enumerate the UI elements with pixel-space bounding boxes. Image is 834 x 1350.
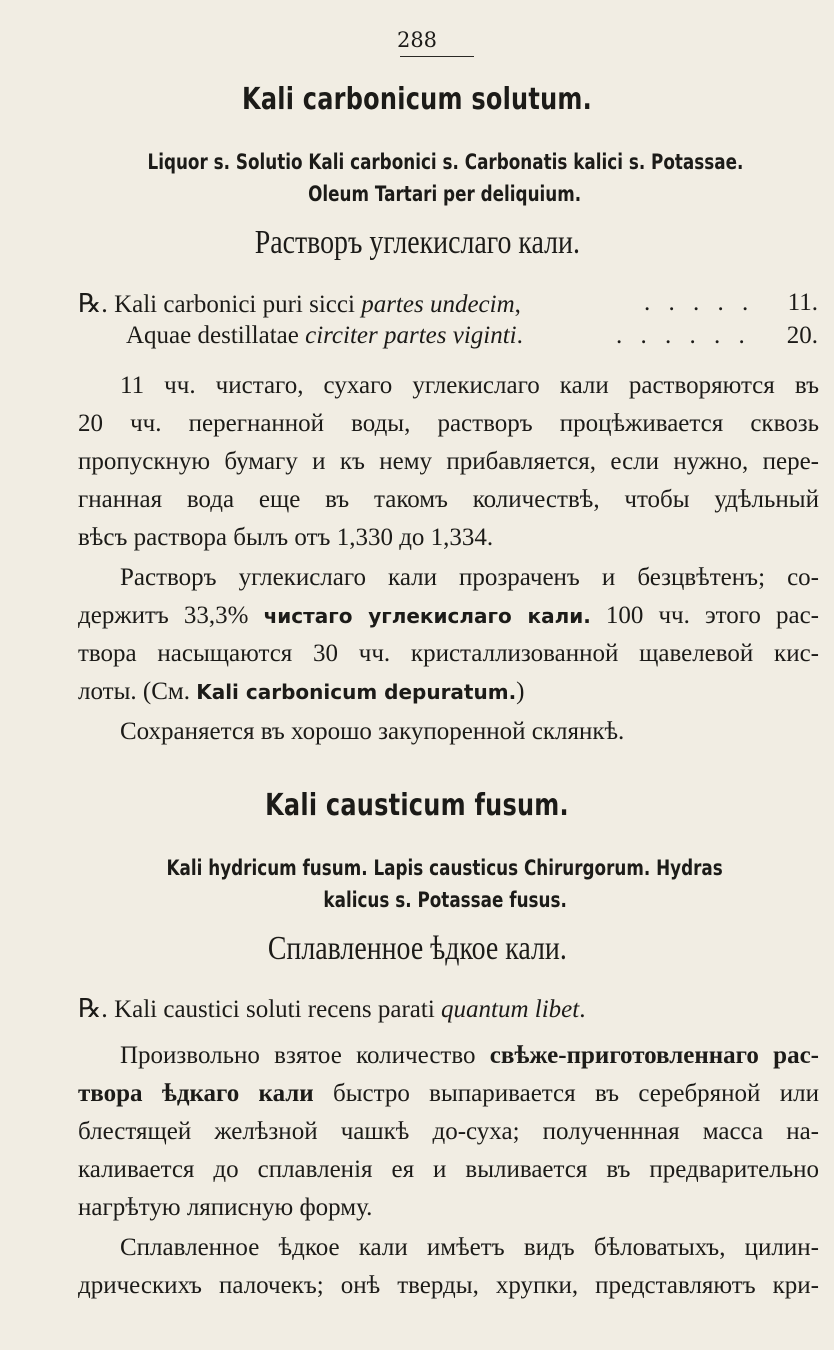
paragraph-line: блестящей желѣзной чашкѣ до-суха; полученнная масса на-: [78, 1118, 819, 1145]
recipe-line-2: [78, 322, 818, 356]
recipe-quantity: 20.: [786, 322, 818, 349]
paragraph-line: Растворъ углекислаго кали прозраченъ и безцвѣтенъ; со-: [120, 564, 819, 591]
section2-synonyms-line2: kalicus s. Potassae fusus.: [323, 888, 567, 912]
paragraph-line: вѣсъ раствора былъ отъ 1,330 до 1,334.: [78, 524, 494, 551]
recipe-ingredient: Kali caustici soluti recens parati: [114, 996, 442, 1023]
recipe-quantity: 11.: [787, 289, 818, 316]
cross-reference: Kali carbonicum depuratum.: [196, 680, 517, 704]
recipe-punct: .: [579, 996, 586, 1023]
paragraph-line: 20 чч. перегнанной воды, растворъ процѣживается сквозь: [78, 410, 819, 437]
paragraph-line: пропускную бумагу и къ нему прибавляется, если нужно, пере-: [78, 448, 819, 475]
recipe-line-1: [78, 289, 818, 323]
section1-title: Kali carbonicum solutum.: [241, 82, 593, 117]
recipe-line-3: [78, 994, 818, 1028]
page-number: 288: [396, 28, 438, 52]
recipe-punct: ,: [514, 291, 521, 318]
paragraph-line: Произвольно взятое количество свѣже-приготовленнаго рас-: [120, 1042, 819, 1069]
leader-dots: . . . . . .: [616, 322, 751, 349]
recipe-amount: partes undecim: [361, 291, 515, 318]
section1-russian-title: Растворъ углекислаго кали.: [254, 224, 580, 261]
paragraph-line: дрическихъ палочекъ; онѣ тверды, хрупки, представляютъ кри-: [78, 1272, 819, 1299]
paragraph-line: каливается до сплавленія ея и выливается въ предварительно: [78, 1156, 819, 1183]
section2-synonyms-line1: Kali hydricum fusum. Lapis causticus Chirurgorum. Hydras: [166, 856, 724, 880]
recipe-ingredient: Kali carbonici puri sicci: [114, 291, 362, 318]
bleed-through-text: ⠀: [590, 82, 608, 108]
recipe-sign: ℞.: [78, 994, 108, 1023]
section1-synonyms-line1: Liquor s. Solutio Kali carbonici s. Carbonatis kalici s. Potassae.: [147, 150, 743, 174]
recipe-amount: circiter partes viginti: [305, 322, 517, 349]
paragraph-line: 11 чч. чистаго, сухаго углекислаго кали растворяются въ: [120, 372, 819, 399]
recipe-amount: quantum libet: [441, 996, 580, 1023]
bold-term: твора ѣдкаго кали: [78, 1080, 314, 1107]
recipe-ingredient: Aquae destillatae: [126, 322, 306, 349]
paragraph-line: твора ѣдкаго кали быстро выпаривается въ серебряной или: [78, 1080, 819, 1107]
page-number-rule: [400, 56, 474, 57]
bold-term: чистаго углекислаго кали.: [263, 604, 591, 628]
leader-dots: . . . . .: [644, 289, 755, 316]
paragraph-line: гнанная вода еще въ такомъ количествѣ, чтобы удѣльный: [78, 486, 819, 513]
paragraph-line: лоты. (См. Kali carbonicum depuratum.): [78, 678, 525, 705]
section2-title: Kali causticum fusum.: [265, 788, 569, 823]
paragraph-line: нагрѣтую ляписную форму.: [78, 1194, 373, 1221]
paragraph-line: твора насыщаются 30 чч. кристаллизованной щавелевой кис-: [78, 640, 819, 667]
recipe-punct: .: [516, 322, 523, 349]
paragraph-line: Сплавленное ѣдкое кали имѣетъ видъ бѣловатыхъ, цилин-: [120, 1234, 819, 1261]
bold-term: свѣже-приготовленнаго рас-: [489, 1042, 819, 1069]
paragraph-line: Сохраняется въ хорошо закупоренной склянкѣ.: [120, 718, 625, 745]
section2-russian-title: Сплавленное ѣдкое кали.: [267, 930, 567, 967]
recipe-sign: ℞.: [78, 289, 108, 318]
paragraph-line: держитъ 33,3% чистаго углекислаго кали. 100 чч. этого рас-: [78, 602, 820, 629]
section1-synonyms-line2: Oleum Tartari per deliquium.: [308, 182, 582, 206]
